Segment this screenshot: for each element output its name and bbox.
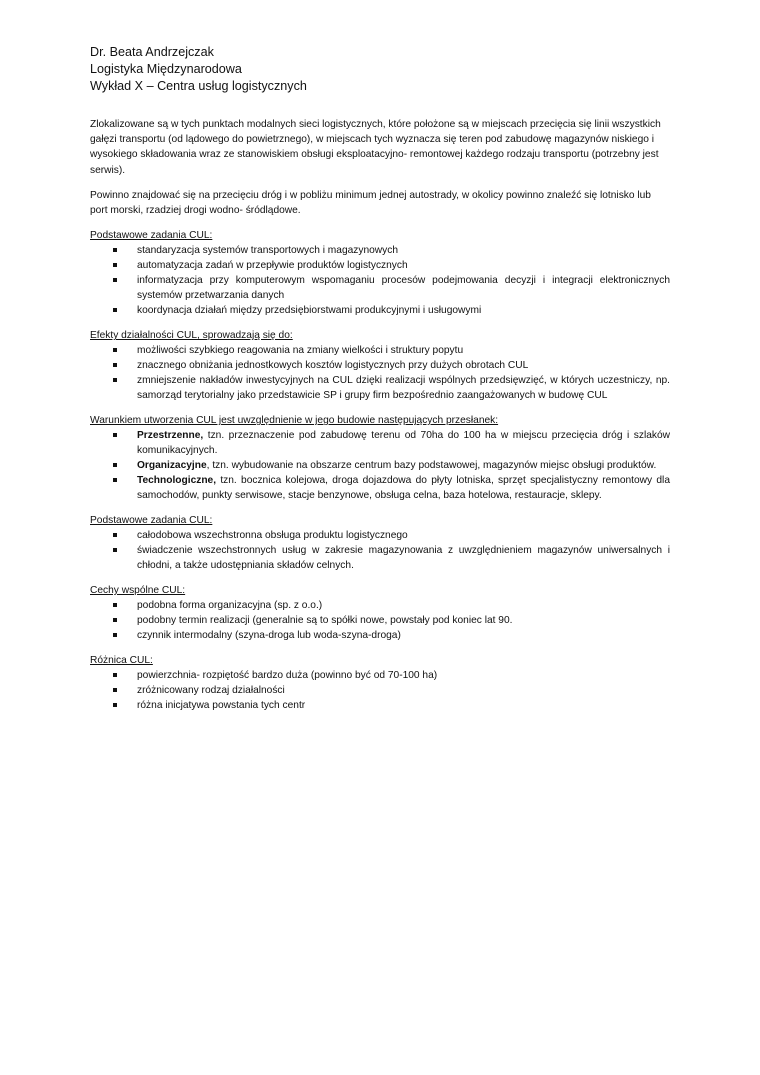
intro-paragraph-2: Powinno znajdować się na przecięciu dróg i w pobliżu minimum jednej autostrady, w okolicy powinno znaleźć się lotnisko lub port morski, rzadziej drogi wodno- śródlądowe. bbox=[90, 189, 651, 217]
list-item: zróżnicowany rodzaj działalności bbox=[90, 683, 670, 698]
list-item: informatyzacja przy komputerowym wspomaganiu procesów podejmowania decyzji i integracji elektronicznych systemów przetwarzania danych bbox=[90, 273, 670, 303]
document-header bbox=[90, 44, 670, 95]
item-term: Organizacyjne bbox=[137, 460, 207, 472]
bullet-icon bbox=[113, 308, 117, 312]
list-item: znacznego obniżania jednostkowych kosztów logistycznych przy dużych obrotach CUL bbox=[90, 358, 670, 373]
list-item: różna inicjatywa powstania tych centr bbox=[90, 698, 670, 713]
list-item: Technologiczne, tzn. bocznica kolejowa, droga dojazdowa do płyty lotniska, sprzęt specjalistyczny remontowy dla samochodów, punkty serwisowe, stacje benzynowe, obsługa celna, baza hotelowa, restauracje, sklepy. bbox=[90, 473, 670, 503]
bullet-icon bbox=[113, 618, 117, 622]
section-basic-tasks-2 bbox=[90, 513, 670, 573]
course-title: Logistyka Międzynarodowa bbox=[90, 62, 242, 76]
bullet-icon bbox=[113, 378, 117, 382]
section-common-features bbox=[90, 583, 670, 643]
bullet-icon bbox=[113, 263, 117, 267]
author-name: Dr. Beata Andrzejczak bbox=[90, 45, 214, 59]
list-item: automatyzacja zadań w przepływie produktów logistycznych bbox=[90, 258, 670, 273]
bullet-list bbox=[90, 243, 670, 318]
section-conditions bbox=[90, 413, 670, 503]
list-item: Organizacyjne, tzn. wybudowanie na obszarze centrum bazy podstawowej, magazynów miejsc obsługi produktów. bbox=[90, 458, 670, 473]
bullet-icon bbox=[113, 688, 117, 692]
bullet-list bbox=[90, 428, 670, 503]
bullet-icon bbox=[113, 433, 117, 437]
item-term: Technologiczne, bbox=[137, 475, 217, 487]
bullet-list bbox=[90, 668, 670, 713]
section-title: Warunkiem utworzenia CUL jest uwzględnienie w jego budowie następujących przesłanek: bbox=[90, 415, 499, 427]
intro bbox=[90, 117, 670, 218]
document-page bbox=[90, 44, 670, 713]
list-item: całodobowa wszechstronna obsługa produktu logistycznego bbox=[90, 528, 670, 543]
section-differences bbox=[90, 653, 670, 713]
bullet-icon bbox=[113, 348, 117, 352]
section-title: Cechy wspólne CUL: bbox=[90, 585, 186, 597]
intro-paragraph-1: Zlokalizowane są w tych punktach modalnych sieci logistycznych, które położone są w miejscach przecięcia się linii wszystkich gałęzi transportu (od lądowego do powietrznego), w miejscach tych wyznacza się teren pod zabudowę magazynów niskiego i wysokiego składowania wraz ze stanowiskiem obsługi eksploatacyjno- remontowej każdego rodzaju transportu (potrzebny jest serwis). bbox=[90, 119, 661, 176]
section-title: Różnica CUL: bbox=[90, 655, 153, 667]
bullet-icon bbox=[113, 673, 117, 677]
list-item: koordynacja działań między przedsiębiorstwami produkcyjnymi i usługowymi bbox=[90, 303, 670, 318]
bullet-list bbox=[90, 598, 670, 643]
list-item: czynnik intermodalny (szyna-droga lub woda-szyna-droga) bbox=[90, 628, 670, 643]
section-title: Podstawowe zadania CUL: bbox=[90, 230, 213, 242]
bullet-list bbox=[90, 528, 670, 573]
list-item: Przestrzenne, tzn. przeznaczenie pod zabudowę terenu od 70ha do 100 ha w miejscu przecięcia dróg i szlaków komunikacyjnych. bbox=[90, 428, 670, 458]
bullet-icon bbox=[113, 278, 117, 282]
list-item: podobny termin realizacji (generalnie są to spółki nowe, powstały pod koniec lat 90. bbox=[90, 613, 670, 628]
list-item: podobna forma organizacyjna (sp. z o.o.) bbox=[90, 598, 670, 613]
list-item: zmniejszenie nakładów inwestycyjnych na CUL dzięki realizacji wspólnych przedsięwzięć, w których uczestniczy, np. samorząd terytorialny jako przedstawicie SP i grupy firm bezpośrednio zaangażowanych w budowę CUL bbox=[90, 373, 670, 403]
bullet-icon bbox=[113, 548, 117, 552]
bullet-icon bbox=[113, 703, 117, 707]
section-effects bbox=[90, 328, 670, 403]
bullet-icon bbox=[113, 603, 117, 607]
section-title: Podstawowe zadania CUL: bbox=[90, 515, 213, 527]
bullet-icon bbox=[113, 248, 117, 252]
bullet-icon bbox=[113, 478, 117, 482]
bullet-icon bbox=[113, 533, 117, 537]
bullet-icon bbox=[113, 463, 117, 467]
section-basic-tasks bbox=[90, 228, 670, 318]
lecture-title: Wykład X – Centra usług logistycznych bbox=[90, 79, 307, 93]
bullet-icon bbox=[113, 633, 117, 637]
list-item: możliwości szybkiego reagowania na zmiany wielkości i struktury popytu bbox=[90, 343, 670, 358]
bullet-icon bbox=[113, 363, 117, 367]
item-term: Przestrzenne, bbox=[137, 430, 204, 442]
list-item: świadczenie wszechstronnych usług w zakresie magazynowania z uwzględnieniem magazynów uniwersalnych i chłodni, a także udostępniania składów celnych. bbox=[90, 543, 670, 573]
section-title: Efekty działalności CUL, sprowadzają się do: bbox=[90, 330, 293, 342]
list-item: standaryzacja systemów transportowych i magazynowych bbox=[90, 243, 670, 258]
bullet-list bbox=[90, 343, 670, 403]
list-item: powierzchnia- rozpiętość bardzo duża (powinno być od 70-100 ha) bbox=[90, 668, 670, 683]
